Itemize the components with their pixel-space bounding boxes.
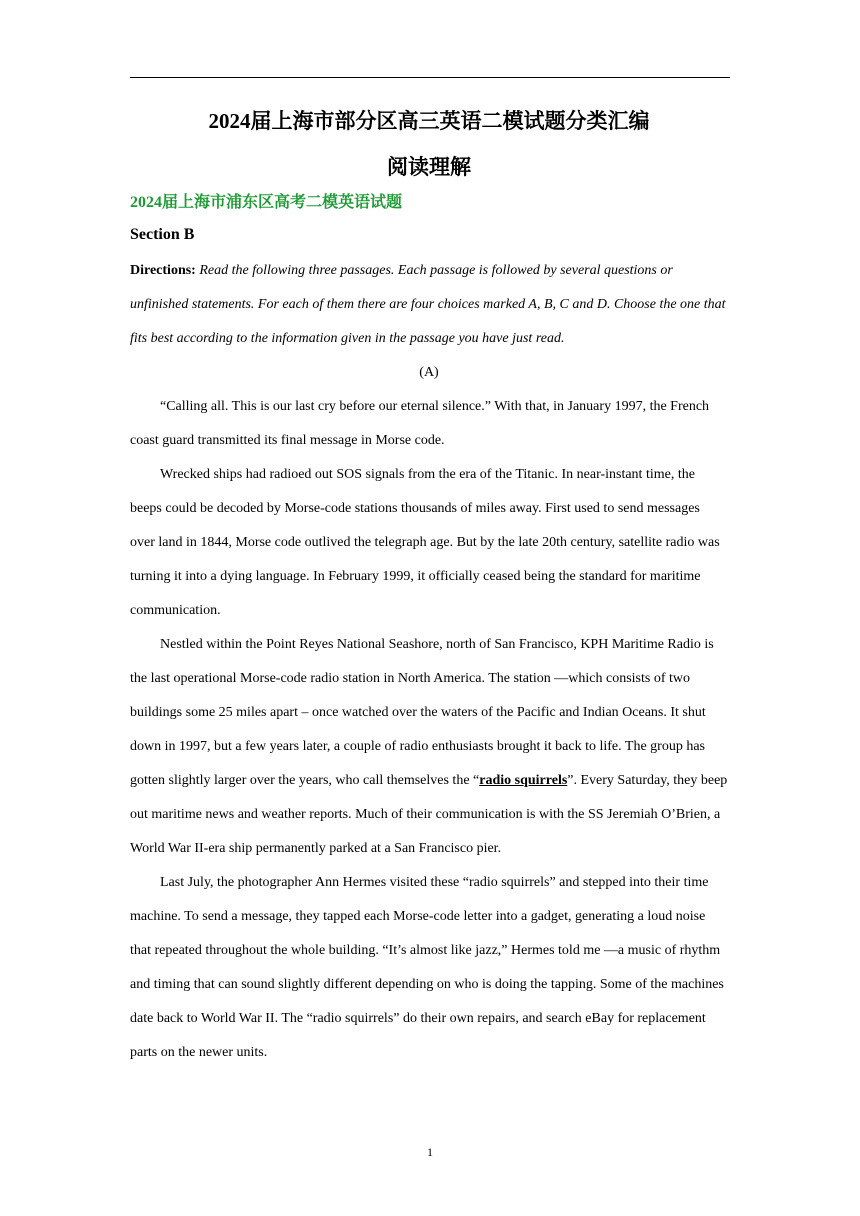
keyword-radio-squirrels: radio squirrels bbox=[479, 773, 568, 788]
directions bbox=[130, 254, 728, 356]
paragraph-3-after: ”. Every Saturday, they beep out maritime news and weather reports. Much of their communication is with the SS Jeremiah O’Brien, a World War II-era ship permanently parked at a San Francisco pier. bbox=[130, 773, 728, 856]
sub-title: 阅读理解 bbox=[387, 155, 471, 179]
main-title: 2024届上海市部分区高三英语二模试题分类汇编 bbox=[208, 109, 650, 133]
directions-label: Directions: bbox=[130, 263, 196, 278]
header-rule bbox=[130, 77, 730, 78]
exam-title: 2024届上海市浦东区高考二模英语试题 bbox=[130, 194, 403, 211]
paragraph-3-before: Nestled within the Point Reyes National Seashore, north of San Francisco, KPH Maritime Radio is the last operational Morse-code radio station in North America. The station —which consists of two buildings some 25 miles apart – once watched over the waters of the Pacific and Indian Oceans. It shut down in 1997, but a few years later, a couple of radio enthusiasts brought it back to life. The group has gotten slightly larger over the years, who call themselves the “ bbox=[130, 637, 714, 788]
paragraph-1: “Calling all. This is our last cry before our eternal silence.” With that, in January 1997, the French coast guard transmitted its final message in Morse code. bbox=[130, 399, 710, 448]
directions-text: Read the following three passages. Each passage is followed by several questions or unfinished statements. For each of them there are four choices marked A, B, C and D. Choose the one that fits best according to the information given in the passage you have just read. bbox=[130, 263, 726, 346]
paragraph-3 bbox=[130, 628, 728, 866]
section-title: Section B bbox=[130, 226, 195, 243]
paragraph-2: Wrecked ships had radioed out SOS signals from the era of the Titanic. In near-instant time, the beeps could be decoded by Morse-code stations thousands of miles away. First used to send messages over land in 1844, Morse code outlived the telegraph age. But by the late 20th century, satellite radio was turning it into a dying language. In February 1999, it officially ceased being the standard for maritime communication. bbox=[130, 467, 720, 618]
document-content bbox=[130, 106, 728, 1070]
passage-label: (A) bbox=[419, 365, 439, 380]
page-number: 1 bbox=[427, 1145, 433, 1159]
paragraph-4: Last July, the photographer Ann Hermes visited these “radio squirrels” and stepped into their time machine. To send a message, they tapped each Morse-code letter into a gadget, generating a loud noise that repeated throughout the whole building. “It’s almost like jazz,” Hermes told me —a music of rhythm and timing that can sound slightly different depending on who is doing the tapping. Some of the machines date back to World War II. The “radio squirrels” do their own repairs, and search eBay for replacement parts on the newer units. bbox=[130, 875, 724, 1060]
